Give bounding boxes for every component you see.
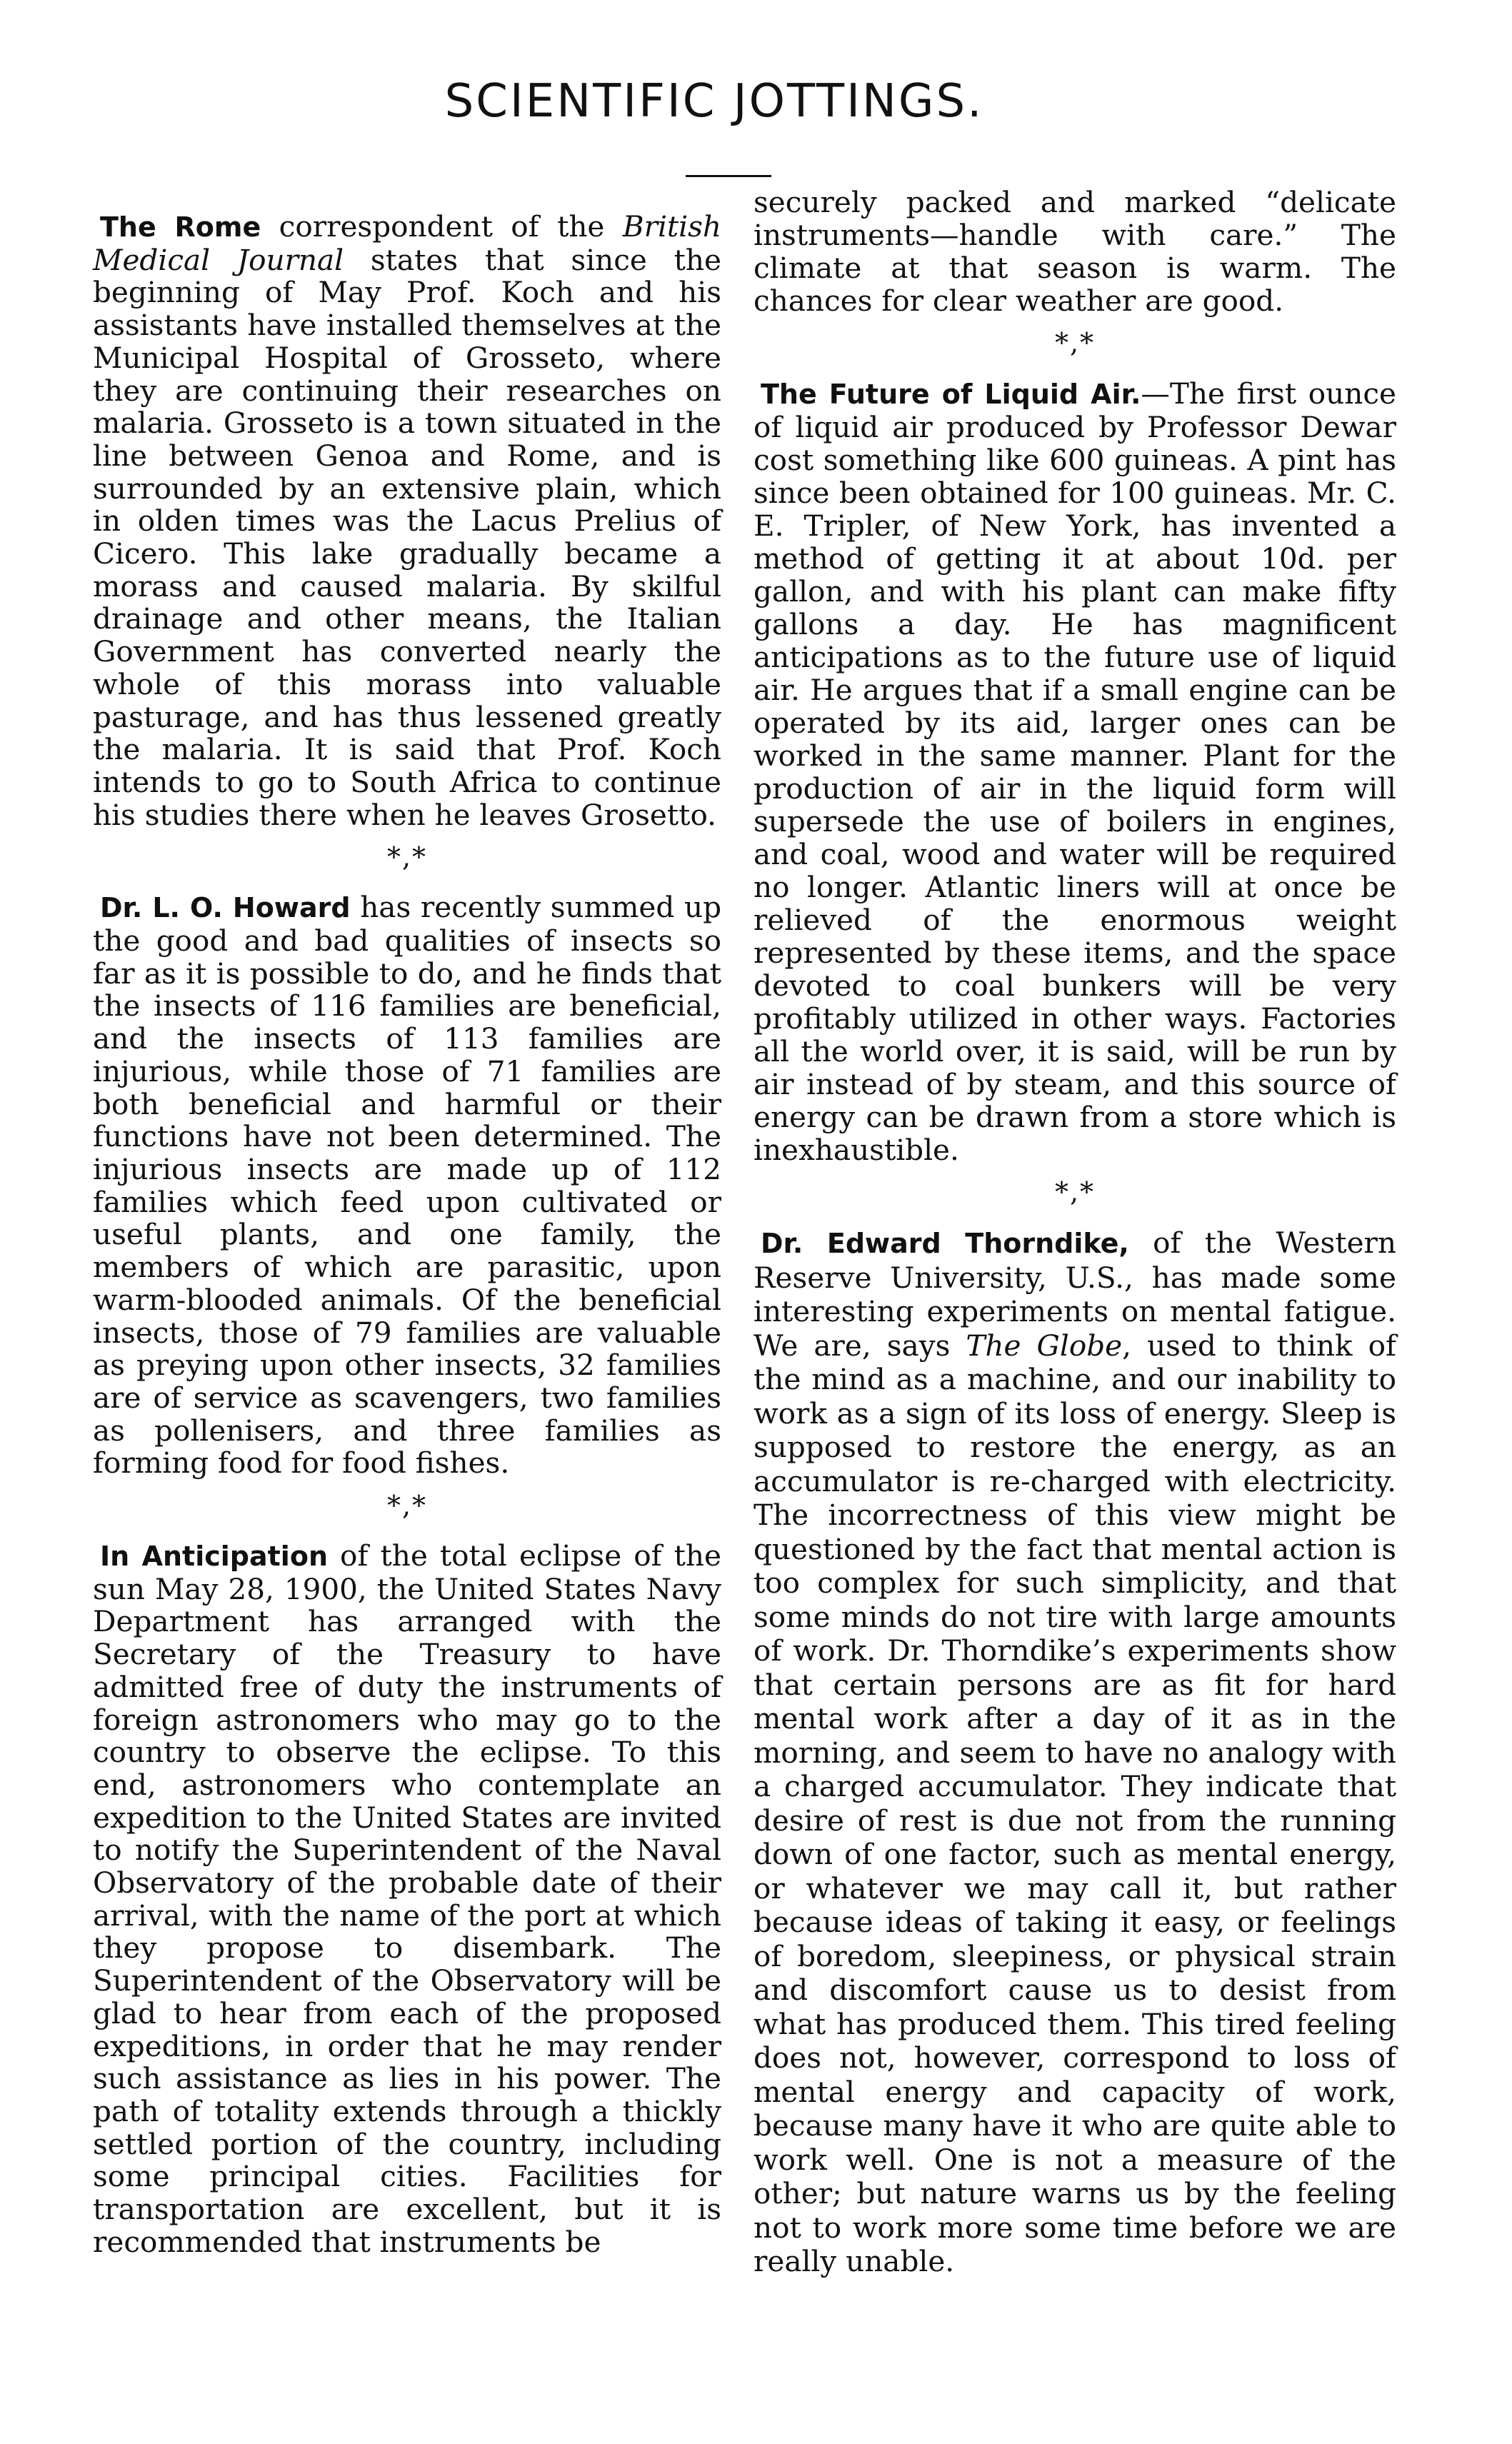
article-howard-lead: Dr. L. O. Howard [100, 892, 351, 924]
separator: *,* [1054, 1176, 1096, 1208]
left-column [93, 211, 721, 2258]
article-anticipation-lead: In Anticipation [100, 1541, 328, 1573]
article-thorndike [754, 1226, 1396, 2279]
page-title: SCIENTIFIC JOTTINGS. [444, 75, 984, 128]
article-thorndike-lead: Dr. Edward Thorndike, [761, 1228, 1129, 1259]
separator: *,* [386, 1490, 428, 1522]
article-anticipation-continuation: securely packed and marked “delicate instruments—handle with care.” The climate at that season is warm. The chances for clear weather are good. [754, 185, 1396, 318]
title-rule [686, 175, 771, 177]
article-rome-journal: British Medical Journal [93, 209, 721, 277]
separator: *,* [386, 841, 428, 873]
article-thorndike-globe: The Globe [966, 1328, 1123, 1363]
article-howard [93, 891, 721, 1480]
article-rome-lead: The Rome [100, 211, 261, 243]
article-liquid-air-lead: The Future of Liquid Air. [761, 379, 1141, 410]
right-column [754, 186, 1396, 2279]
article-anticipation [93, 1540, 721, 2258]
article-howard-text: has recently summed up the good and bad qualities of insects so far as it is possible to do, and he finds that the insects of 116 families are beneficial, and the insects of 113 families are injurious, while those of 71 families are both beneficial and harmful or their functions have not been determined. The injurious insects are made up of 112 families which feed upon cultivated or useful plants, and one family, the members of which are parasitic, upon warm-blooded animals. Of the beneficial insects, those of 79 families are valuable as preying upon other insects, 32 families are of service as scavengers, two families as pollenisers, and three families as forming food for food fishes. [93, 890, 721, 1481]
separator: *,* [1054, 327, 1096, 359]
article-liquid-air-text: —The first ounce of liquid air produced by Professor Dewar cost something like 600 guineas. A pint has since been obtained for 100 guineas. Mr. C. E. Tripler, of New York, has invented a method of getting it at about 10d. per gallon, and with his plant can make fifty gallons a day. He has magnificent anticipations as to the future use of liquid air. He argues that if a small engine can be operated by its aid, larger ones can be worked in the same manner. Plant for the production of air in the liquid form will supersede the use of boilers in engines, and coal, wood and water will be required no longer. Atlantic liners will at once be relieved of the enormous weight represented by these items, and the space devoted to coal bunkers will be very profitably utilized in other ways. Factories all the world over, it is said, will be run by air instead of by steam, and this source of energy can be drawn from a store which is inexhaustible. [754, 376, 1396, 1167]
article-rome-text-a: correspondent of the [261, 209, 623, 244]
article-thorndike-text: , used to think of the mind as a machine, and our inability to work as a sign of its loss of energy. Sleep is supposed to restore the energy, as an accumulator is re-charged with electricity. The incorrectness of this view might be questioned by the fact that mental action is too complex for such simplicity, and that some minds do not tire with large amounts of work. Dr. Thorndike’s experiments show that certain persons are as fit for hard mental work after a day of it as in the morning, and seem to have no analogy with a charged accumulator. They indicate that desire of rest is due not from the running down of one factor, such as mental energy, or whatever we may call it, but rather because ideas of taking it easy, or feelings of boredom, sleepiness, or physical strain and discomfort cause us to desist from what has produced them. This tired feeling does not, however, correspond to loss of mental energy and capacity of work, because many have it who are quite able to work well. One is not a measure of the other; but nature warns us by the feeling not to work more some time before we are really unable. [754, 1328, 1396, 2278]
article-thorndike-text-a: of the Western Reserve University, U.S., has made some interesting experiments on mental fatigue. We are, says [754, 1226, 1396, 1363]
article-liquid-air [754, 377, 1396, 1166]
article-anticipation-text: of the total eclipse of the sun May 28, 1900, the United States Navy Department has arranged with the Secretary of the Treasury to have admitted free of duty the instruments of foreign astronomers who may go to the country to observe the eclipse. To this end, astronomers who contemplate an expedition to the United States are invited to notify the Superintendent of the Naval Observatory of the probable date of their arrival, with the name of the port at which they propose to disembark. The Superintendent of the Observatory will be glad to hear from each of the proposed expeditions, in order that he may render such assistance as lies in his power. The path of totality extends through a thickly settled portion of the country, including some principal cities. Facilities for transportation are excellent, but it is recommended that instruments be [93, 1538, 721, 2259]
article-rome [93, 211, 721, 831]
article-rome-text: states that since the beginning of May Prof. Koch and his assistants have installed themselves at the Municipal Hospital of Grosseto, where they are continuing their researches on malaria. Grosseto is a town situated in the line between Genoa and Rome, and is surrounded by an extensive plain, which in olden times was the Lacus Prelius of Cicero. This lake gradually became a morass and caused malaria. By skilful drainage and other means, the Italian Government has converted nearly the whole of this morass into valuable pasturage, and has thus lessened greatly the malaria. It is said that Prof. Koch intends to go to South Africa to continue his studies there when he leaves Grosetto. [93, 242, 721, 832]
